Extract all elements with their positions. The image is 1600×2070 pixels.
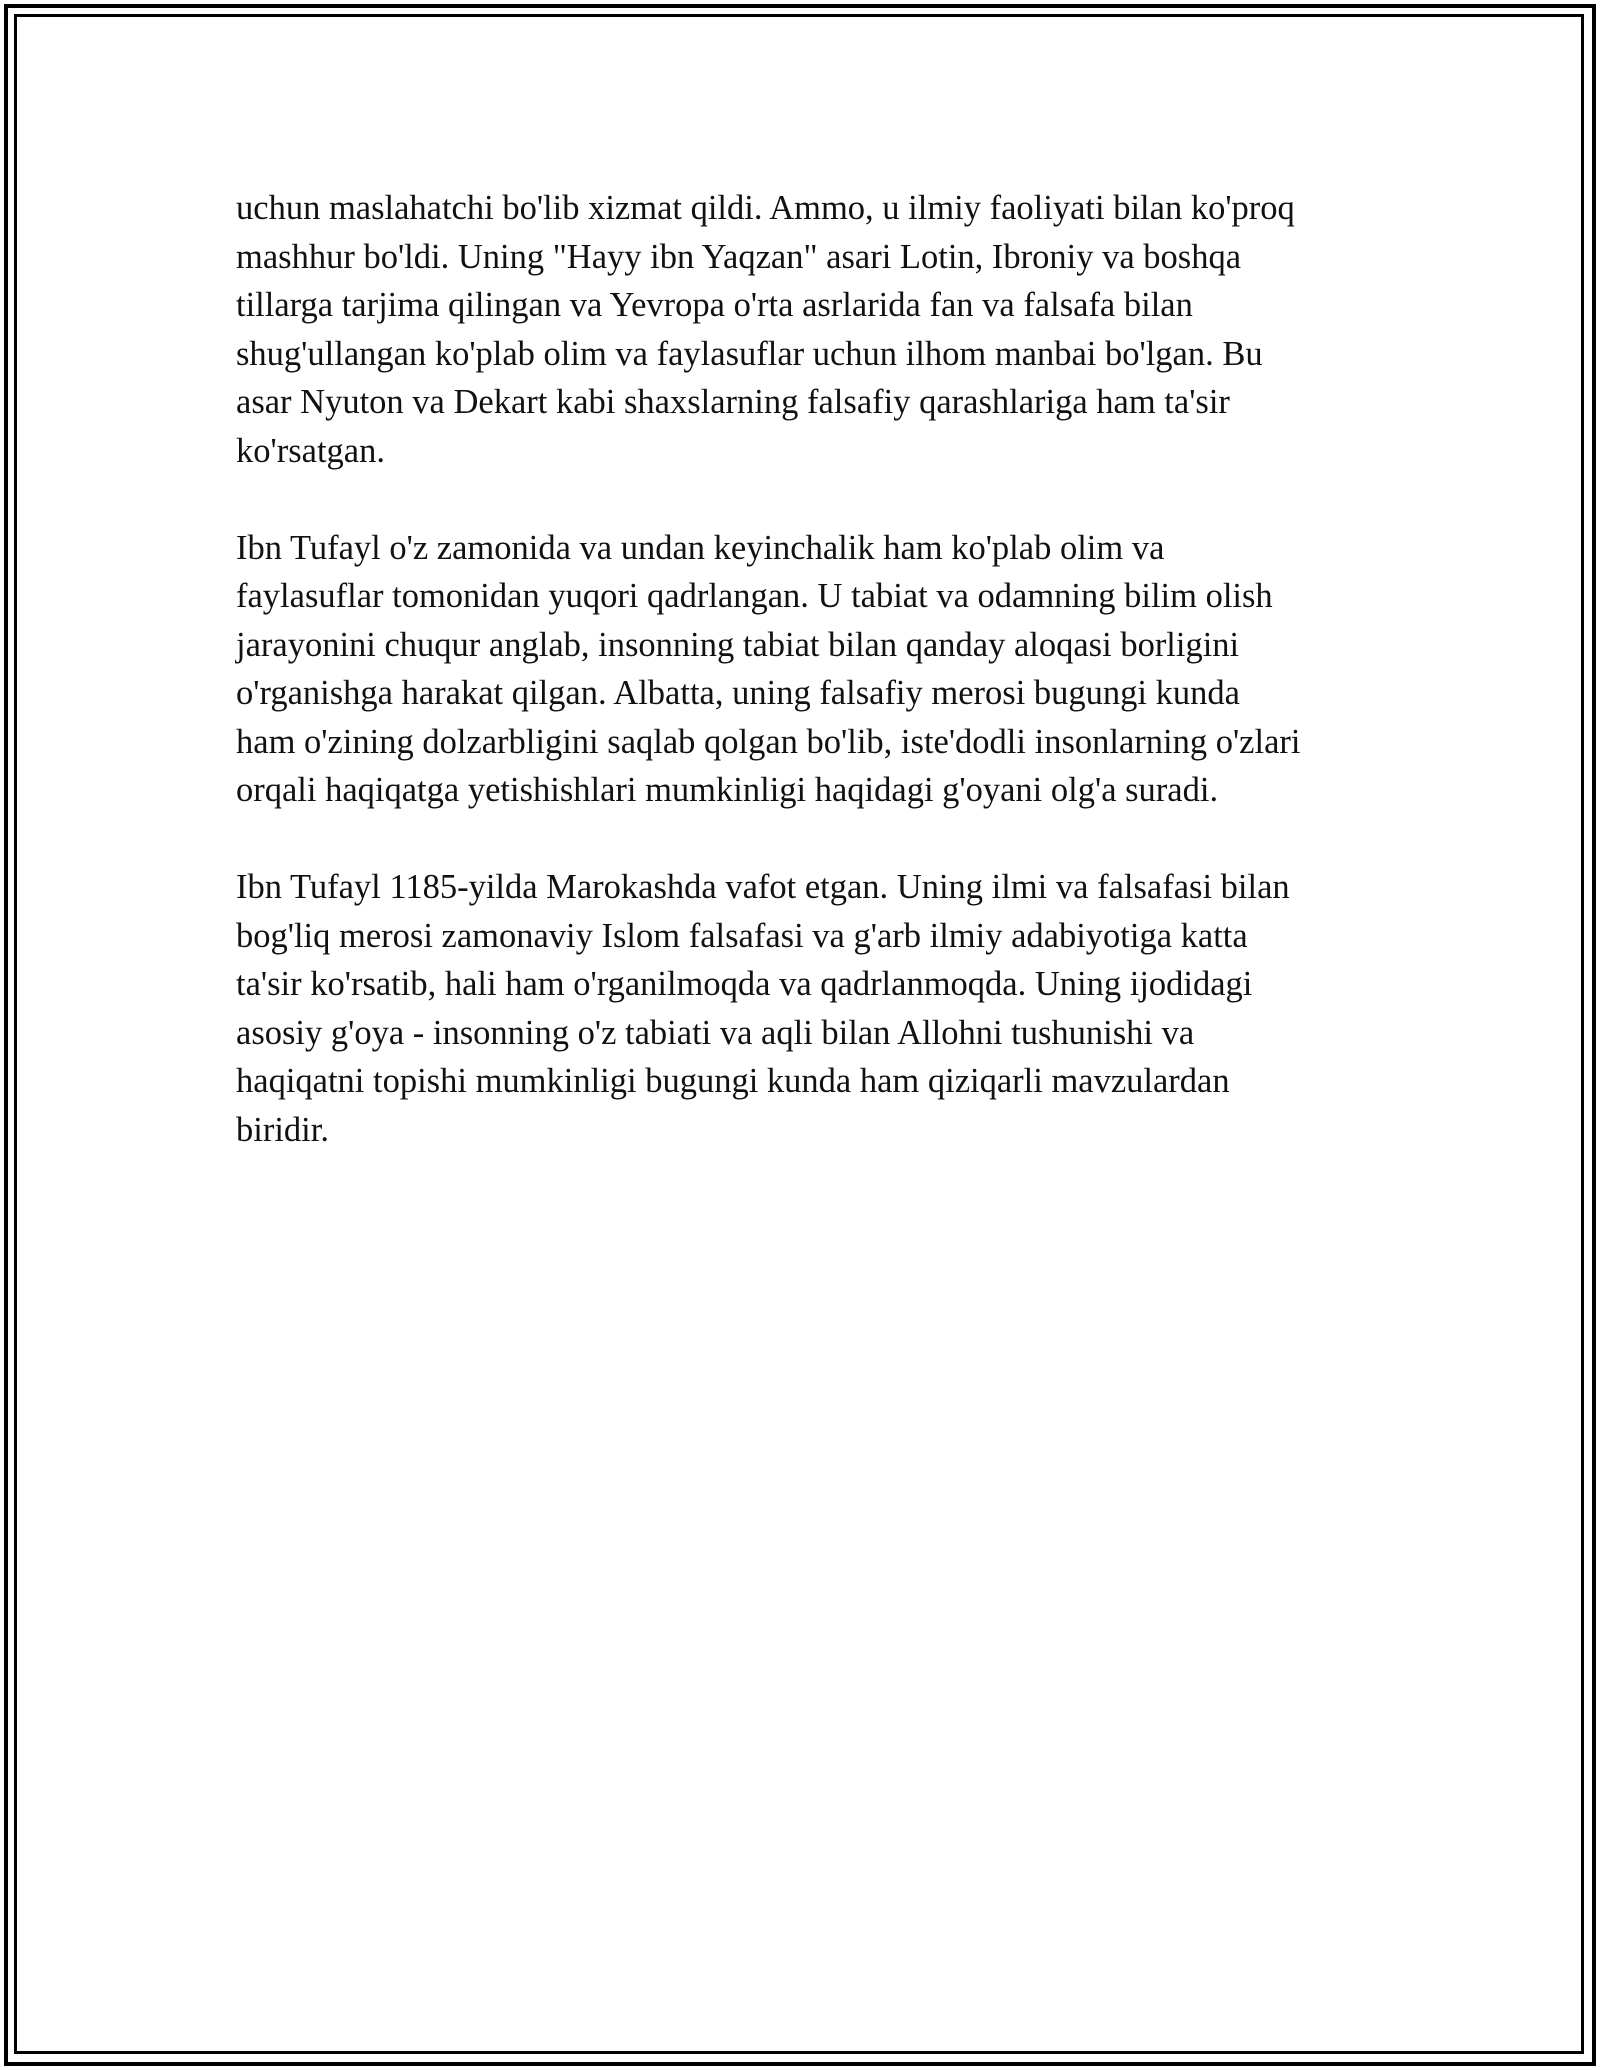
text-line: ham o'zining dolzarbligini saqlab qolgan bo'lib, iste'dodli insonlarning o'zlari [236, 722, 1301, 761]
text-line: Ibn Tufayl o'z zamonida va undan keyinchalik ham ko'plab olim va [236, 528, 1165, 567]
text-line: biridir. [236, 1110, 329, 1149]
text-line: asar Nyuton va Dekart kabi shaxslarning falsafiy qarashlariga ham ta'sir [236, 383, 1230, 421]
text-line: tillarga tarjima qilingan va Yevropa o'rta asrlarida fan va falsafa bilan [236, 286, 1193, 324]
text-line: ta'sir ko'rsatib, hali ham o'rganilmoqda va qadrlanmoqda. Uning ijodidagi [236, 965, 1253, 1003]
text-line: mashhur bo'ldi. Uning "Hayy ibn Yaqzan" asari Lotin, Ibroniy va boshqa [236, 237, 1242, 276]
document-body [236, 184, 1396, 1203]
text-line: jarayonini chuqur anglab, insonning tabiat bilan qanday aloqasi borligini [236, 625, 1240, 664]
text-line: faylasuflar tomonidan yuqori qadrlangan. U tabiat va odamning bilim olish [236, 577, 1273, 615]
text-line: o'rganishga harakat qilgan. Albatta, uning falsafiy merosi bugungi kunda [236, 674, 1240, 712]
paragraph-1 [236, 184, 1396, 475]
paragraph-2 [236, 524, 1396, 815]
text-line: ko'rsatgan. [236, 431, 385, 470]
text-line: shug'ullangan ko'plab olim va faylasuflar uchun ilhom manbai bo'lgan. Bu [236, 334, 1263, 373]
text-line: asosiy g'oya - insonning o'z tabiati va aqli bilan Allohni tushunishi va [236, 1013, 1195, 1052]
text-line: bog'liq merosi zamonaviy Islom falsafasi va g'arb ilmiy adabiyotiga katta [236, 916, 1248, 955]
text-line: orqali haqiqatga yetishishlari mumkinligi haqidagi g'oyani olg'a suradi. [236, 771, 1219, 809]
paragraph-3 [236, 863, 1396, 1154]
text-line: haqiqatni topishi mumkinligi bugungi kunda ham qiziqarli mavzulardan [236, 1062, 1230, 1100]
text-line: Ibn Tufayl 1185-yilda Marokashda vafot etgan. Uning ilmi va falsafasi bilan [236, 868, 1290, 906]
text-line: uchun maslahatchi bo'lib xizmat qildi. Ammo, u ilmiy faoliyati bilan ko'proq [236, 189, 1295, 227]
